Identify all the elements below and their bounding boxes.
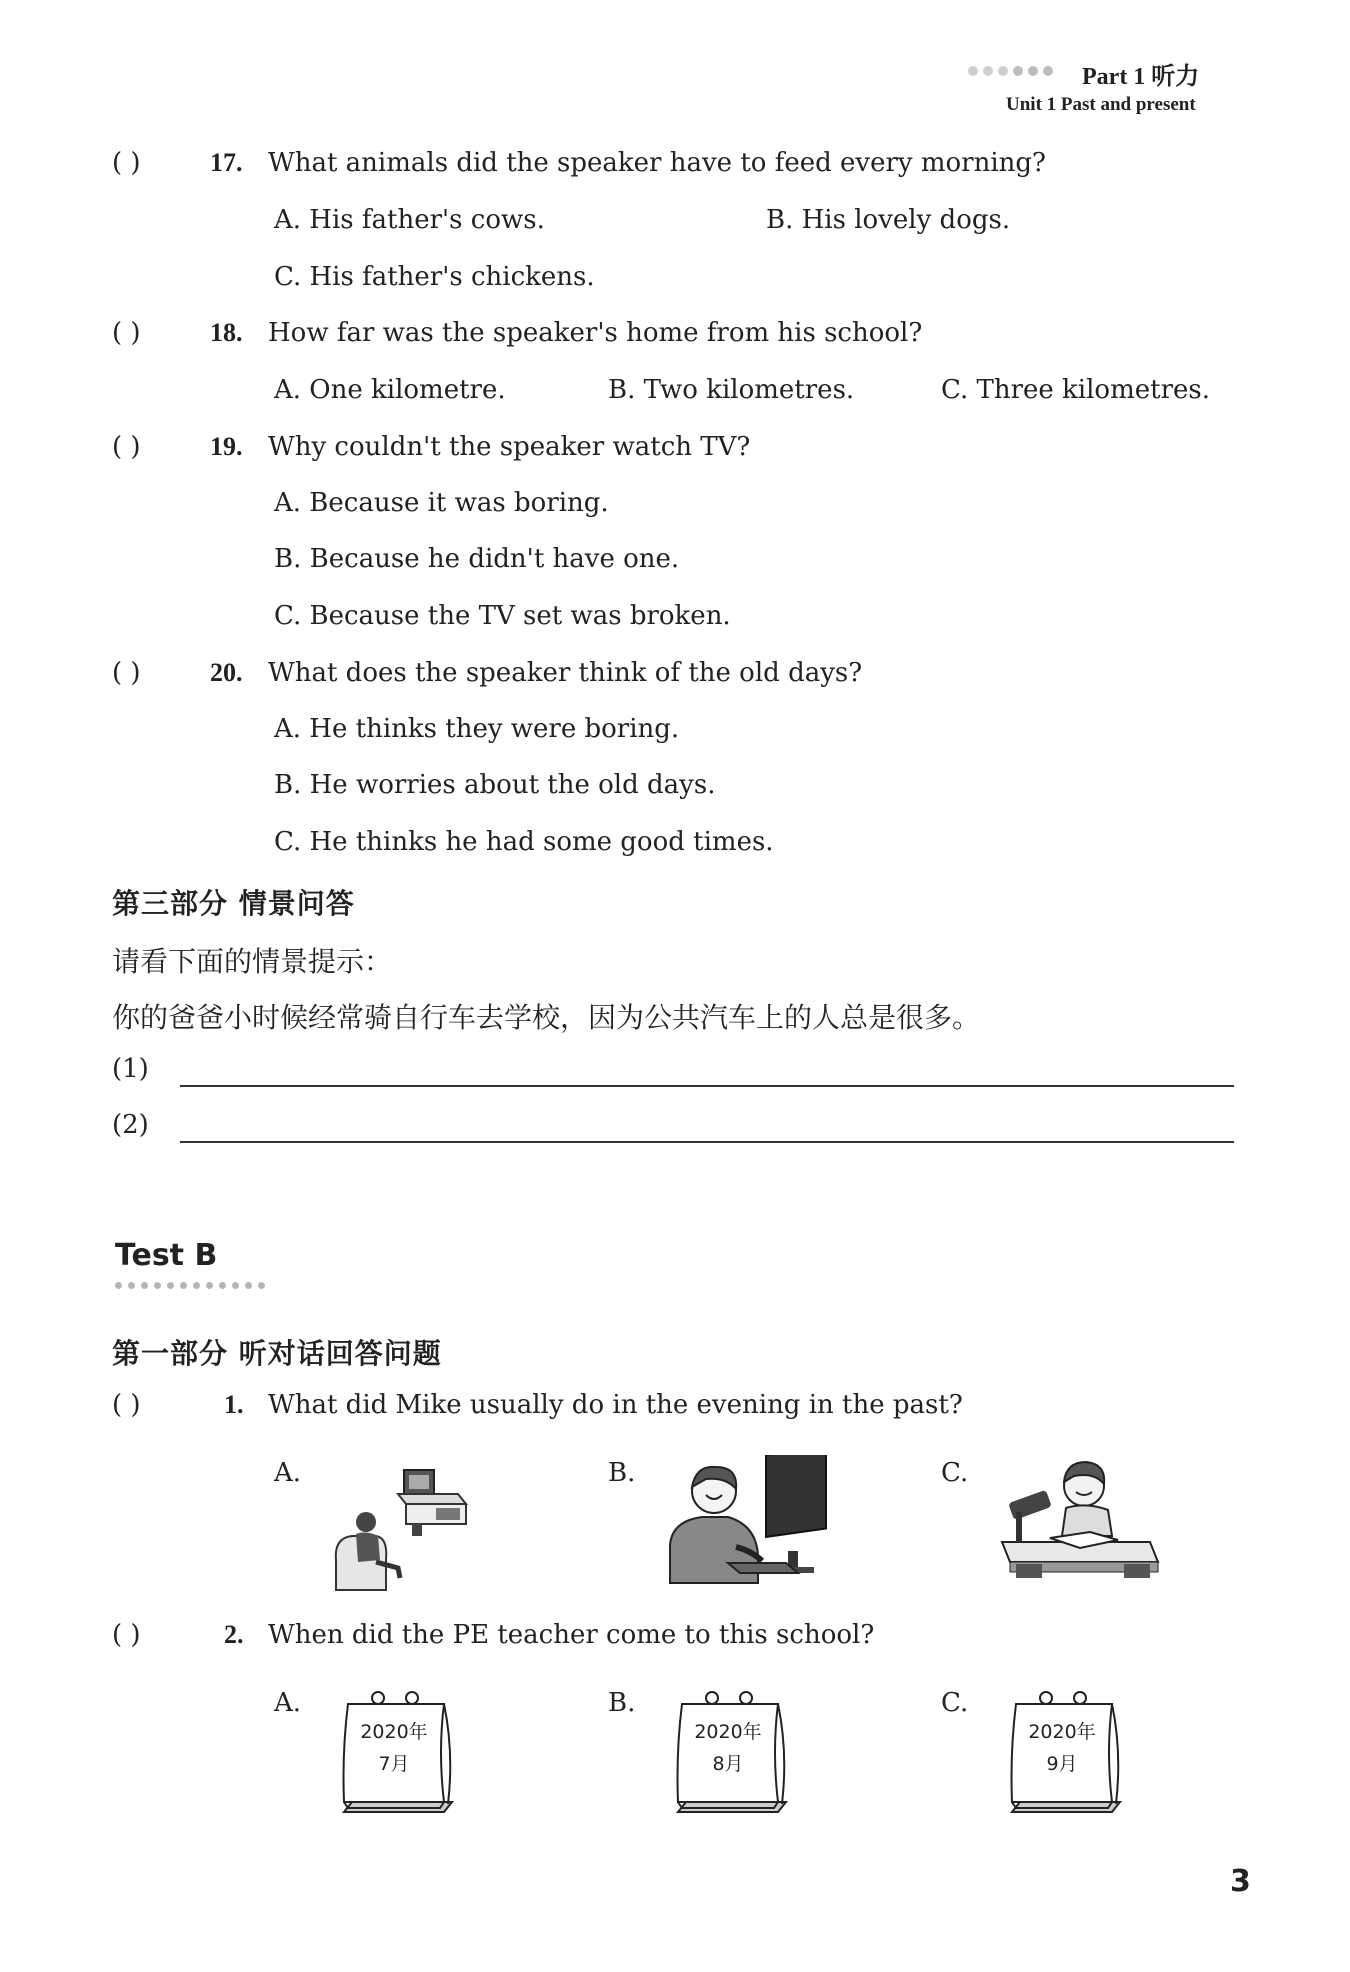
answer-bracket[interactable]: ( ) — [112, 1390, 141, 1420]
question-text: Why couldn't the speaker watch TV? — [268, 432, 751, 462]
question-number: 2. — [224, 1620, 244, 1649]
question-text: How far was the speaker's home from his school? — [268, 318, 923, 348]
watching-tv-picture[interactable] — [328, 1450, 478, 1600]
option-b: B. Because he didn't have one. — [274, 544, 680, 574]
option-c-label: C. — [941, 1458, 969, 1488]
calendar-year: 2020年 — [694, 1721, 762, 1743]
option-c: C. Because the TV set was broken. — [274, 601, 731, 631]
question-20 — [112, 658, 862, 688]
question-18 — [112, 318, 922, 348]
calendar-month: 7月 — [378, 1753, 410, 1775]
question-number: 19. — [210, 432, 243, 461]
section-3-title: 第三部分 情景问答 — [112, 887, 355, 920]
header-decoration-dots — [968, 66, 1053, 76]
question-number: 18. — [210, 318, 243, 347]
option-b: B. He worries about the old days. — [274, 770, 716, 800]
section-3-prompt: 请看下面的情景提示： — [112, 945, 393, 978]
answer-line-2[interactable] — [180, 1140, 1234, 1143]
option-b-label: B. — [608, 1688, 636, 1718]
reading-book-picture[interactable] — [1000, 1452, 1160, 1587]
calendar-july-picture[interactable] — [334, 1682, 456, 1817]
option-b: B. Two kilometres. — [608, 375, 855, 405]
using-computer-picture[interactable] — [666, 1455, 846, 1585]
test-b-title: Test B — [115, 1238, 218, 1273]
calendar-month: 8月 — [712, 1753, 744, 1775]
answer-bracket[interactable]: ( ) — [112, 148, 141, 178]
question-b1 — [112, 1390, 963, 1420]
question-text: What does the speaker think of the old days? — [268, 658, 863, 688]
part-title: Part 1 听力 — [1082, 64, 1200, 90]
question-number: 1. — [224, 1390, 244, 1419]
question-text: What did Mike usually do in the evening in the past? — [268, 1390, 963, 1420]
option-a: A. His father's cows. — [274, 205, 545, 235]
answer-bracket[interactable]: ( ) — [112, 1620, 141, 1650]
question-b2 — [112, 1620, 874, 1650]
option-a-label: A. — [274, 1688, 302, 1718]
calendar-august-picture[interactable] — [668, 1682, 790, 1817]
answer-bracket[interactable]: ( ) — [112, 658, 141, 688]
option-b-label: B. — [608, 1458, 636, 1488]
option-c-label: C. — [941, 1688, 969, 1718]
calendar-year: 2020年 — [360, 1721, 428, 1743]
option-a: A. Because it was boring. — [274, 488, 609, 518]
calendar-september-picture[interactable] — [1002, 1682, 1124, 1817]
blank-label-1: (1) — [112, 1054, 149, 1084]
question-19 — [112, 432, 750, 462]
option-a: A. He thinks they were boring. — [274, 714, 680, 744]
question-text: What animals did the speaker have to feed every morning? — [268, 148, 1046, 178]
unit-title: Unit 1 Past and present — [1006, 94, 1196, 115]
question-number: 20. — [210, 658, 243, 687]
option-c: C. He thinks he had some good times. — [274, 827, 774, 857]
question-number: 17. — [210, 148, 243, 177]
option-c: C. His father's chickens. — [274, 262, 595, 292]
question-text: When did the PE teacher come to this school? — [268, 1620, 875, 1650]
section-3-situation: 你的爸爸小时候经常骑自行车去学校，因为公共汽车上的人总是很多。 — [112, 1001, 981, 1034]
answer-line-1[interactable] — [180, 1084, 1234, 1087]
calendar-year: 2020年 — [1028, 1721, 1096, 1743]
option-c: C. Three kilometres. — [941, 375, 1211, 405]
page-number: 3 — [1230, 1864, 1251, 1899]
calendar-month: 9月 — [1046, 1753, 1078, 1775]
test-b-decoration-dots — [115, 1282, 265, 1289]
option-b: B. His lovely dogs. — [766, 205, 1011, 235]
question-17 — [112, 148, 1046, 178]
option-a: A. One kilometre. — [274, 375, 506, 405]
blank-label-2: (2) — [112, 1110, 149, 1140]
option-a-label: A. — [274, 1458, 302, 1488]
section-1-title: 第一部分 听对话回答问题 — [112, 1337, 442, 1370]
answer-bracket[interactable]: ( ) — [112, 432, 141, 462]
answer-bracket[interactable]: ( ) — [112, 318, 141, 348]
